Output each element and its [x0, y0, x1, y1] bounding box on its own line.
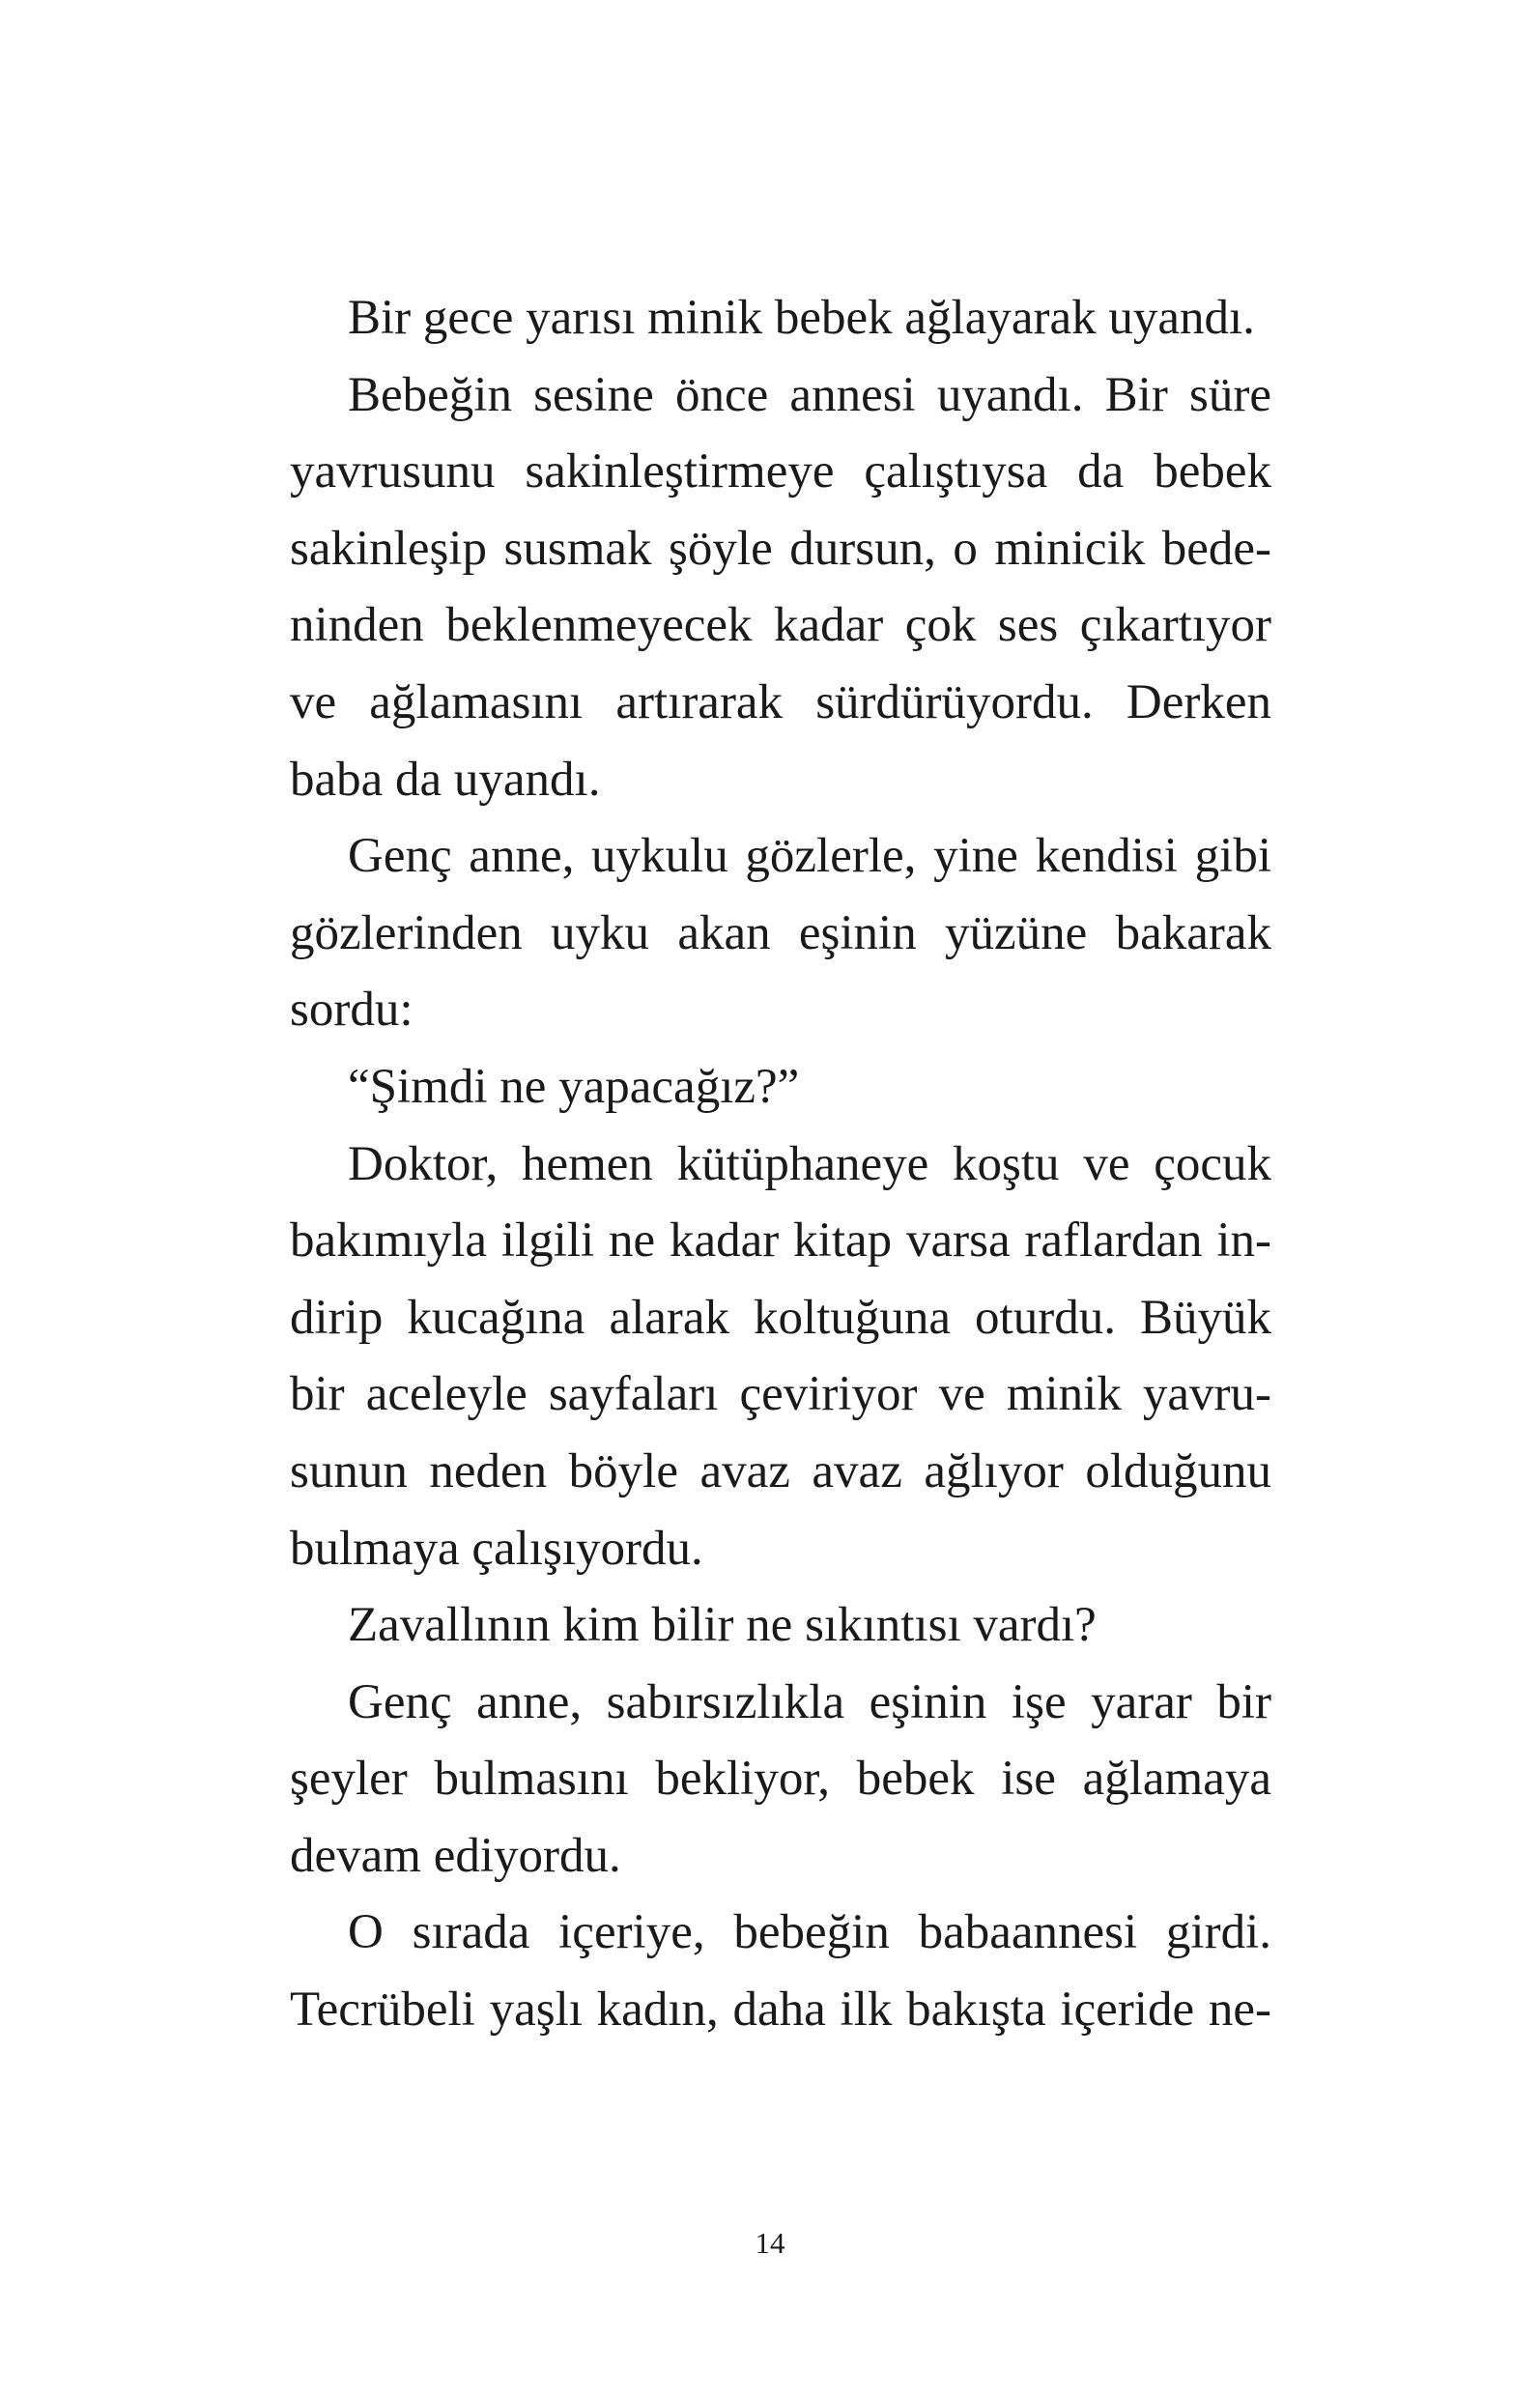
text-line: baba da uyandı.	[290, 752, 601, 807]
text-line: devam ediyordu.	[290, 1828, 621, 1883]
text-line: bulmaya çalışıyordu.	[290, 1521, 703, 1576]
text-line: gözlerinden uyku akan eşinin yüzüne bakarak	[290, 905, 1271, 960]
text-line: “Şimdi ne yapacağız?”	[348, 1059, 800, 1114]
text-line: O sırada içeriye, bebeğin babaannesi girdi.	[348, 1905, 1271, 1960]
text-line: Bebeğin sesine önce annesi uyandı. Bir süre	[348, 367, 1271, 422]
text-line: Genç anne, sabırsızlıkla eşinin işe yarar bir	[348, 1674, 1271, 1729]
text-line: yavrusunu sakinleştirmeye çalıştıysa da bebek	[290, 444, 1271, 499]
text-line: Genç anne, uykulu gözlerle, yine kendisi gibi	[348, 829, 1271, 884]
text-line: şeyler bulmasını bekliyor, bebek ise ağlamaya	[290, 1752, 1271, 1807]
text-line: ve ağlamasını artırarak sürdürüyordu. Derken	[290, 674, 1271, 729]
text-line: Zavallının kim bilir ne sıkıntısı vardı?	[348, 1598, 1097, 1653]
page-number: 14	[755, 2226, 785, 2260]
text-line: bir aceleyle sayfaları çeviriyor ve minik yavru-	[290, 1367, 1271, 1422]
text-line: bakımıyla ilgili ne kadar kitap varsa raflardan in-	[290, 1213, 1271, 1269]
text-line: ninden beklenmeyecek kadar çok ses çıkartıyor	[290, 598, 1271, 653]
text-line: Doktor, hemen kütüphaneye koştu ve çocuk	[348, 1136, 1271, 1191]
page-body	[290, 280, 1271, 2049]
text-line: dirip kucağına alarak koltuğuna oturdu. Büyük	[290, 1290, 1271, 1345]
text-line: Tecrübeli yaşlı kadın, daha ilk bakışta içeride ne-	[290, 1982, 1271, 2038]
text-line: sunun neden böyle avaz avaz ağlıyor olduğunu	[290, 1443, 1271, 1498]
text-line: Bir gece yarısı minik bebek ağlayarak uyandı.	[348, 291, 1255, 345]
text-line: sordu:	[290, 983, 414, 1038]
text-line: sakinleşip susmak şöyle dursun, o minicik bede-	[290, 521, 1271, 576]
